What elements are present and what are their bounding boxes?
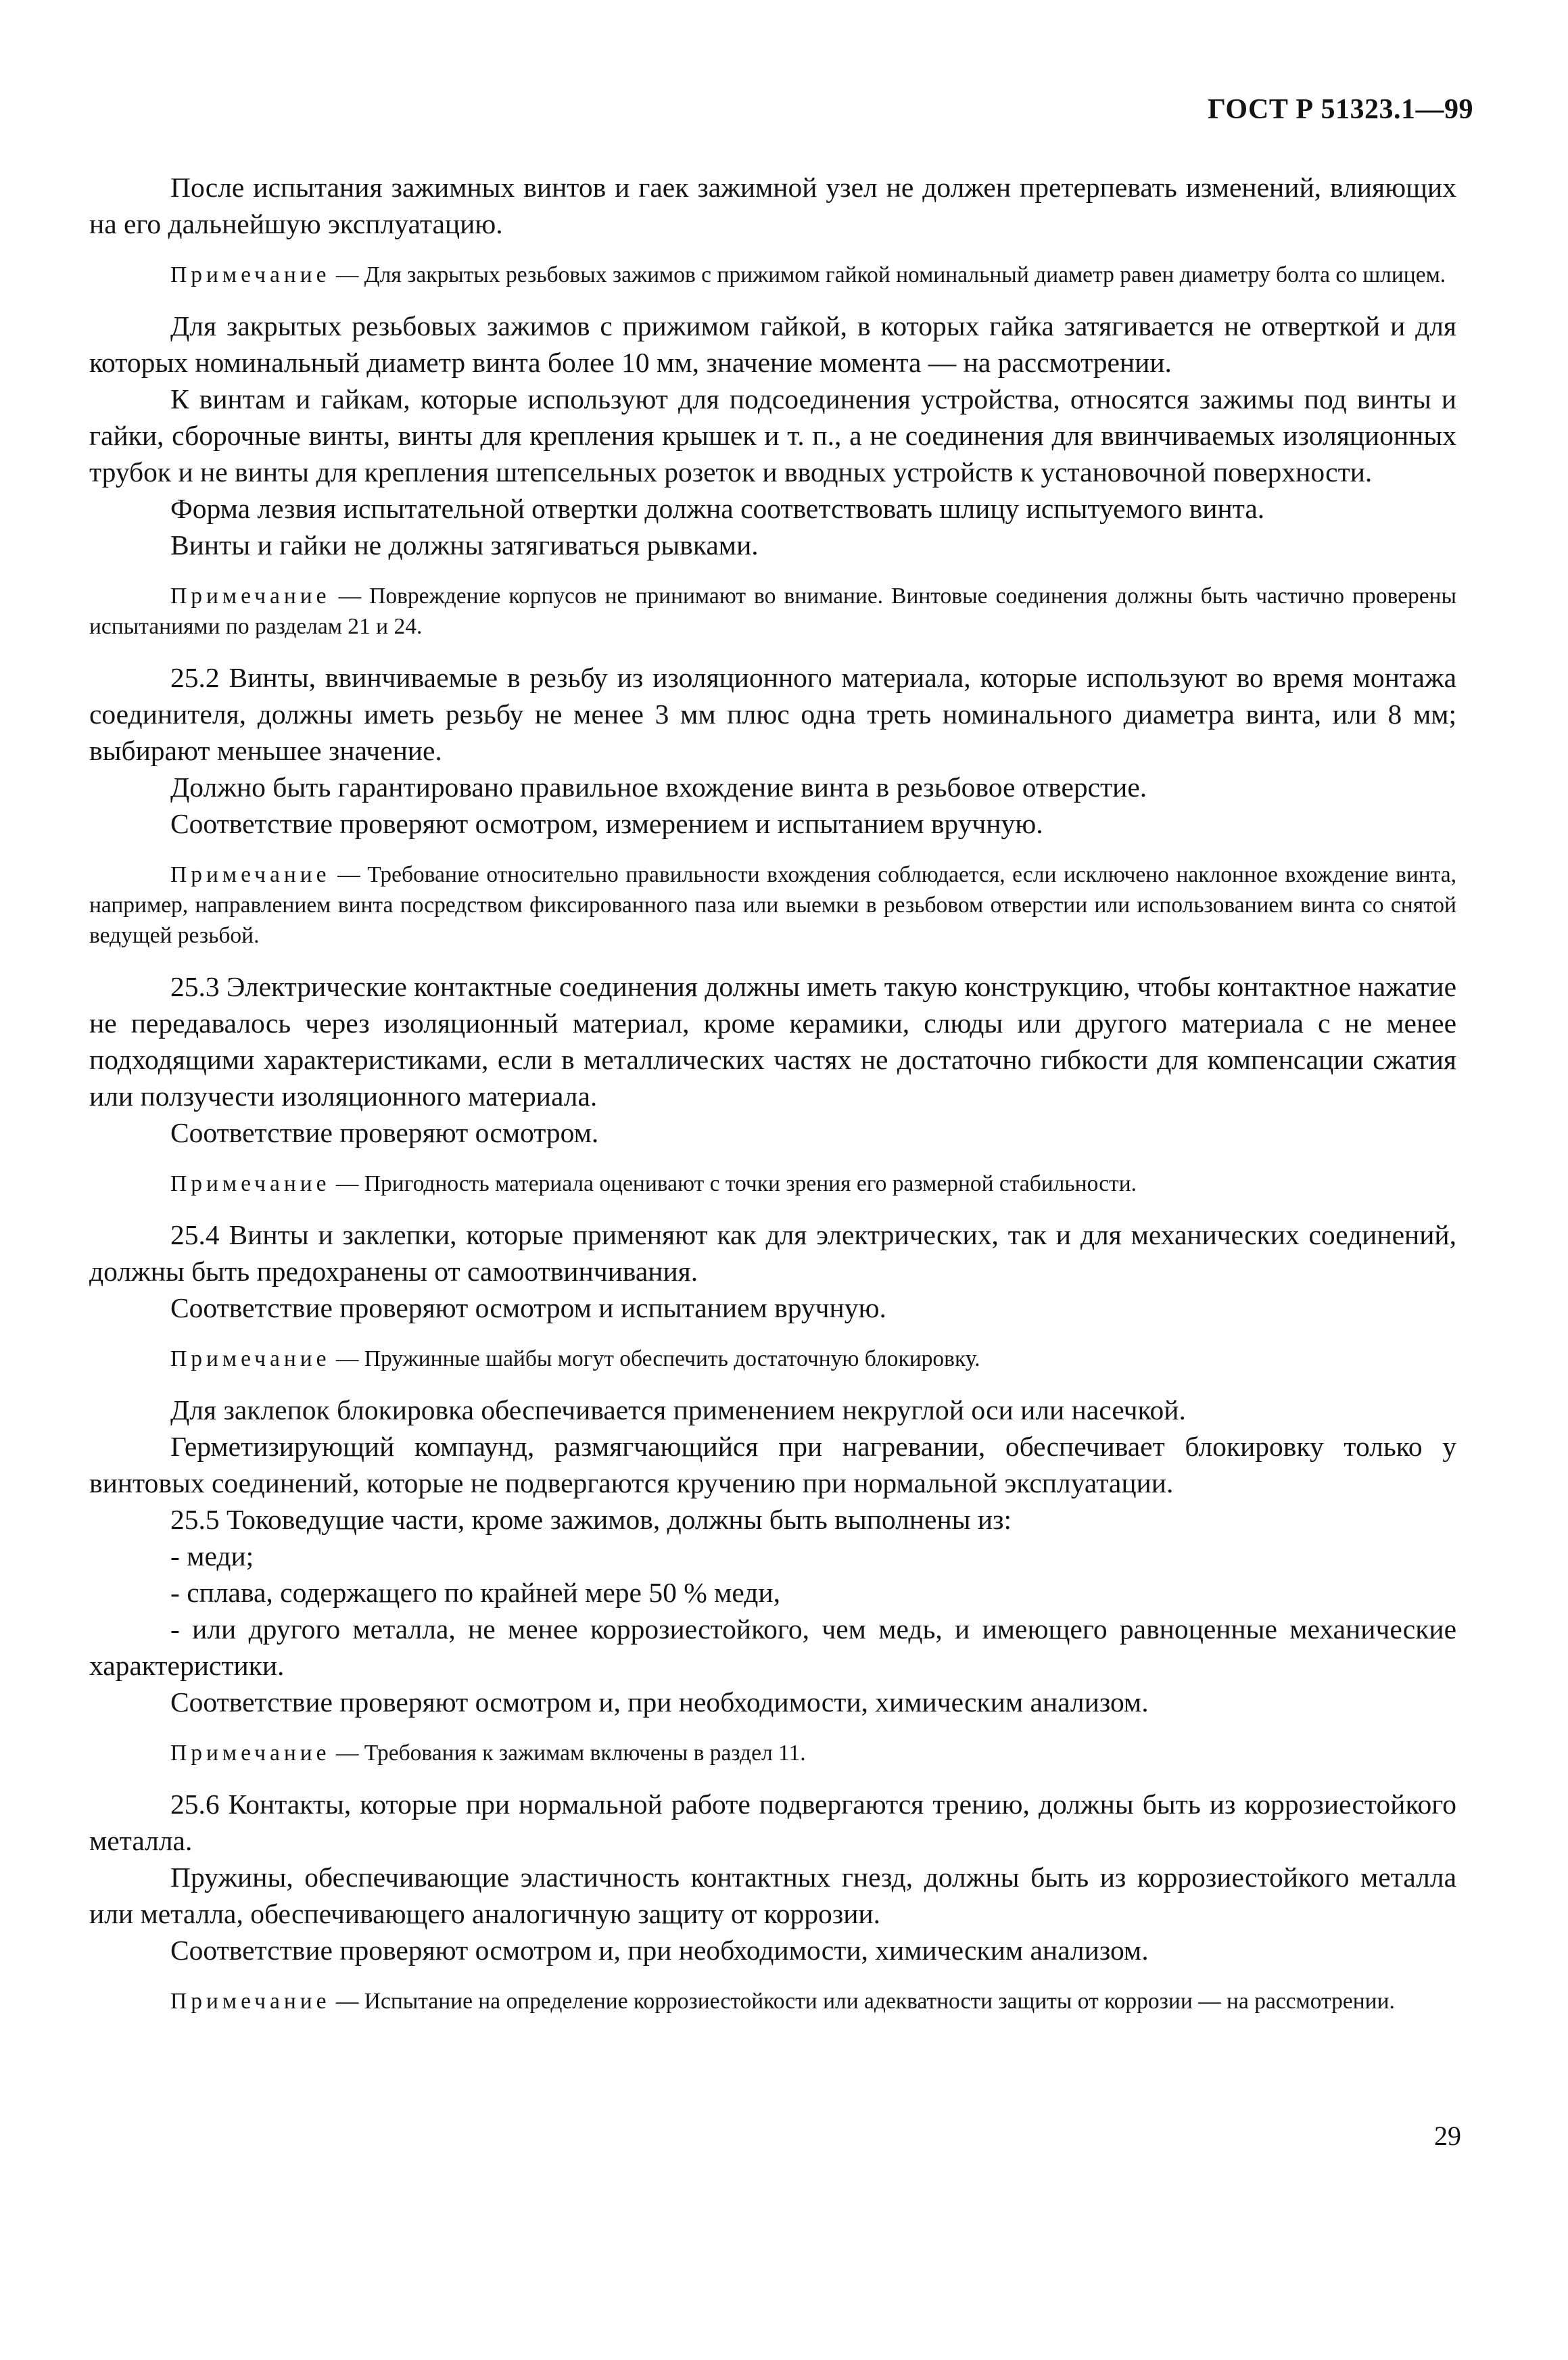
page-number: 29 [1434,2121,1461,2151]
note-label: Примечание [170,262,331,287]
paragraph: Форма лезвия испытательной отвертки должна соответствовать шлицу испытуемого винта. [170,493,1265,524]
section-25-3: 25.3 Электрические контактные соединения должны иметь такую конструкцию, чтобы контактное нажатие не передавалось через изоляционный материал, кроме керамики, слюды или другого материала с не менее подходящими характеристиками, если в металлических частях не достаточно гибкости для компенсации сжатия или ползучести изоляционного материала. [89,971,1456,1112]
document-body [89,169,1456,2034]
paragraph: Должно быть гарантировано правильное вхождение винта в резьбовое отверстие. [170,772,1147,803]
section-25-5: 25.5 Токоведущие части, кроме зажимов, должны быть выполнены из: [170,1504,1012,1535]
note-label: Примечание [170,1989,331,2014]
note [89,1738,1456,1768]
paragraph: Соответствие проверяют осмотром. [170,1117,599,1148]
note-text: — Для закрытых резьбовых зажимов с прижимом гайкой номинальный диаметр равен диаметру болта со шлицем. [330,262,1446,287]
paragraph: Пружины, обеспечивающие эластичность контактных гнезд, должны быть из коррозиестойкого металла или металла, обеспечивающего аналогичную защиту от коррозии. [89,1862,1456,1929]
note-label: Примечание [170,1171,331,1196]
note [89,859,1456,951]
paragraph: После испытания зажимных винтов и гаек зажимной узел не должен претерпевать изменений, влияющих на его дальнейшую эксплуатацию. [89,172,1456,239]
note-text: — Испытание на определение коррозиестойкости или адекватности защиты от коррозии — на рассмотрении. [330,1989,1395,2014]
note [89,1986,1456,2016]
paragraph: Винты и гайки не должны затягиваться рывками. [170,529,759,561]
note-text: — Пружинные шайбы могут обеспечить достаточную блокировку. [330,1346,980,1371]
note-text: — Требование относительно правильности вхождения соблюдается, если исключено наклонное вхождение винта, например, направлением винта посредством фиксированного паза или выемки в резьбовом отверстии или использованием винта со снятой ведущей резьбой. [89,862,1456,948]
paragraph: К винтам и гайкам, которые используют для подсоединения устройства, относятся зажимы под винты и гайки, сборочные винты, винты для крепления крышек и т. п., а не соединения для ввинчиваемых изоляционных трубок и не винты для крепления штепсельных розеток и вводных устройств к установочной поверхности. [89,383,1456,488]
paragraph: Соответствие проверяют осмотром и, при необходимости, химическим анализом. [170,1935,1149,1966]
paragraph: Соответствие проверяют осмотром, измерением и испытанием вручную. [170,808,1043,839]
note [89,1344,1456,1374]
note-label: Примечание [170,1346,331,1371]
paragraph: Для закрытых резьбовых зажимов с прижимом гайкой, в которых гайка затягивается не отверткой и для которых номинальный диаметр винта более 10 мм, значение момента — на рассмотрении. [89,310,1456,378]
note [89,260,1456,290]
document-code: ГОСТ Р 51323.1—99 [1208,94,1473,125]
paragraph: Для заклепок блокировка обеспечивается применением некруглой оси или насечкой. [170,1394,1186,1425]
section-25-2: 25.2 Винты, ввинчиваемые в резьбу из изоляционного материала, которые используют во время монтажа соединителя, должны иметь резьбу не менее 3 мм плюс одна треть номинального диаметра винта, или 8 мм; выбирают меньшее значение. [89,662,1456,766]
note-label: Примечание [170,1741,331,1766]
note-text: — Пригодность материала оценивают с точки зрения его размерной стабильности. [330,1171,1137,1196]
list-item: - сплава, содержащего по крайней мере 50 % меди, [170,1577,780,1608]
paragraph: Соответствие проверяют осмотром и испытанием вручную. [170,1292,886,1323]
note-label: Примечание [170,584,331,609]
list-item: - меди; [170,1540,254,1572]
section-25-4: 25.4 Винты и заклепки, которые применяют как для электрических, так и для механических соединений, должны быть предохранены от самоотвинчивания. [89,1219,1456,1287]
paragraph: Соответствие проверяют осмотром и, при необходимости, химическим анализом. [170,1686,1149,1718]
note-label: Примечание [170,862,331,887]
section-25-6: 25.6 Контакты, которые при нормальной работе подвергаются трению, должны быть из коррозиестойкого металла. [89,1789,1456,1856]
note [89,581,1456,642]
note-text: — Повреждение корпусов не принимают во внимание. Винтовые соединения должны быть частично проверены испытаниями по разделам 21 и 24. [89,584,1456,639]
note-text: — Требования к зажимам включены в раздел 11. [330,1741,806,1766]
note [89,1169,1456,1199]
list-item: - или другого металла, не менее коррозиестойкого, чем медь, и имеющего равноценные механические характеристики. [89,1613,1456,1681]
paragraph: Герметизирующий компаунд, размягчающийся при нагревании, обеспечивает блокировку только у винтовых соединений, которые не подвергаются кручению при нормальной эксплуатации. [89,1431,1456,1498]
